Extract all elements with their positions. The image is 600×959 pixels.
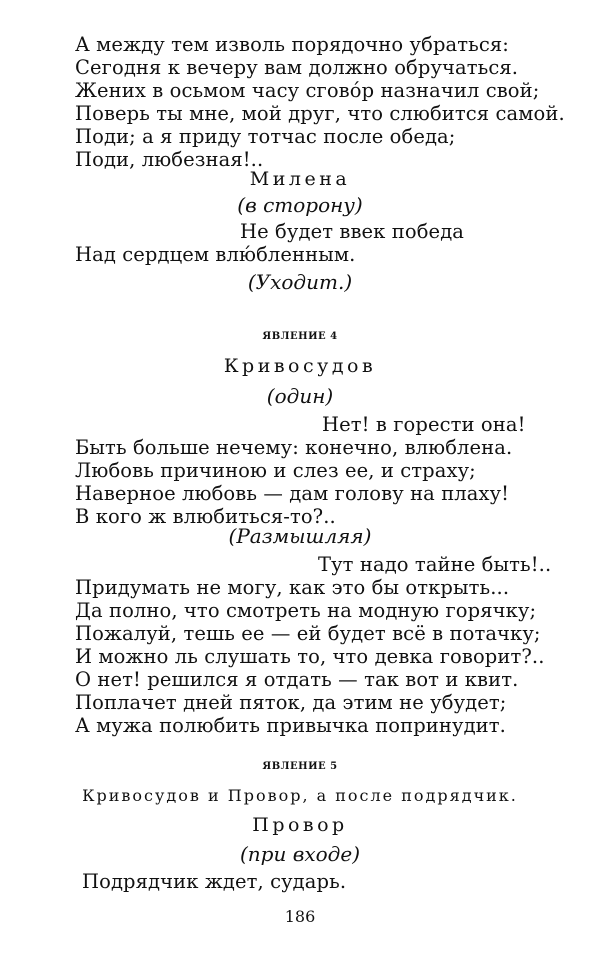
verse-line: Жених в осьмом часу сговóр назначил свой; (75, 79, 540, 102)
verse-line: О нет! решился я отдать — так вот и квит. (75, 668, 519, 691)
verse-line: Пожалуй, тешь ее — ей будет всё в потачку; (75, 622, 541, 645)
verse-line: Над сердцем влю́бленным. (75, 243, 356, 266)
verse-line: И можно ль слушать то, что девка говорит?.. (75, 645, 545, 668)
verse-line: Наверное любовь — дам голову на плаху! (75, 482, 510, 505)
stage-direction: (один) (266, 384, 334, 408)
verse-line: В кого ж влюбиться-то?.. (75, 505, 336, 528)
verse-line: Быть больше нечему: конечно, влюблена. (75, 436, 513, 459)
stage-direction: (в сторону) (237, 193, 363, 217)
page-number: 186 (284, 907, 316, 926)
speaker-name: Милена (249, 168, 351, 190)
stage-direction: (Размышляя) (228, 524, 372, 548)
scene-heading: ЯВЛЕНИЕ 5 (262, 761, 338, 772)
verse-line: Нет! в горести она! (322, 413, 526, 436)
verse-line: А мужа полюбить привычка попринудит. (75, 714, 506, 737)
verse-line: Не будет ввек победа (240, 220, 465, 243)
scene-heading: ЯВЛЕНИЕ 4 (262, 331, 338, 342)
verse-line: Поди; а я приду тотчас после обеда; (75, 125, 456, 148)
verse-line: Придумать не могу, как это бы открыть... (75, 576, 510, 599)
verse-line: Поплачет дней пяток, да этим не убудет; (75, 691, 507, 714)
stage-direction: (при входе) (240, 842, 360, 866)
verse-line: Тут надо тайне быть!.. (318, 553, 552, 576)
verse-line: А между тем изволь порядочно убраться: (75, 33, 509, 56)
verse-line: Сегодня к вечеру вам должно обручаться. (75, 56, 519, 79)
verse-line: Да полно, что смотреть на модную горячку; (75, 599, 537, 622)
speaker-name: Кривосудов (223, 355, 377, 377)
verse-line: Подрядчик ждет, сударь. (82, 870, 347, 893)
stage-direction: (Уходит.) (247, 270, 353, 294)
verse-line: Поверь ты мне, мой друг, что слюбится самой. (75, 102, 565, 125)
verse-line: Поди, любезная!.. (75, 148, 264, 171)
speaker-name: Провор (252, 814, 348, 836)
verse-line: Любовь причиною и слез ее, и страху; (75, 459, 476, 482)
scene-characters: Кривосудов и Провор, а после подрядчик. (82, 786, 518, 805)
